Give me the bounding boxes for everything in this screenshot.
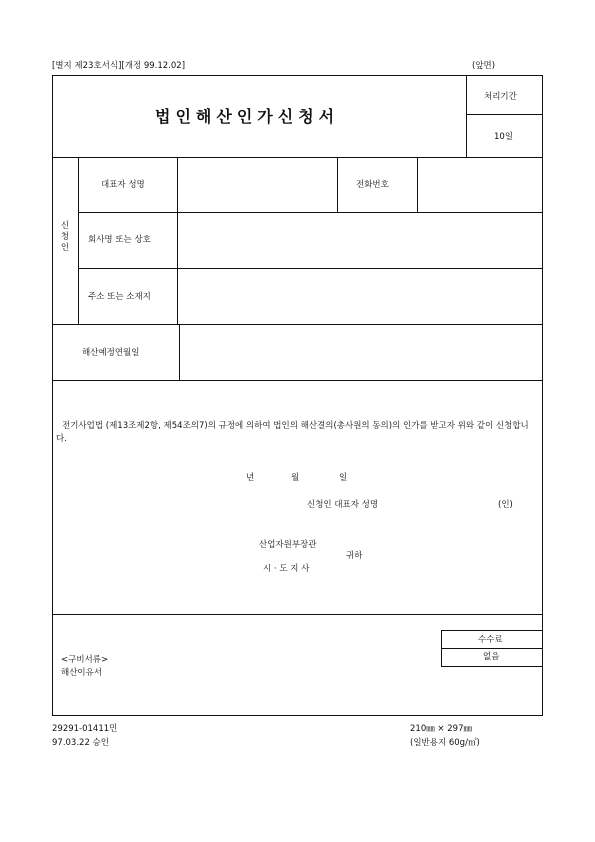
phone-label-right-divider [417, 157, 418, 212]
row-line-6 [52, 614, 543, 615]
form-frame [52, 75, 543, 716]
applicant-group-divider [78, 157, 79, 324]
row-line-4 [52, 324, 543, 325]
rep-name-label: 대표자 성명 [101, 180, 145, 190]
dissolution-date-divider [179, 324, 180, 380]
application-statement: 전기사업법 (제13조제2항, 제54조의7)의 규정에 의하여 법인의 해산결의(총사원의 동의)의 인가를 받고자 위와 같이 신청합니다. [56, 421, 529, 444]
phone-field[interactable] [423, 181, 537, 193]
phone-label: 전화번호 [356, 180, 389, 190]
recipient-governor: 시 · 도 지 사 [263, 564, 310, 574]
processing-divider [466, 114, 543, 115]
date-day-label: 일 [339, 473, 348, 483]
form-title: 법인해산인가신청서 [155, 107, 340, 126]
address-label: 주소 또는 소재지 [88, 292, 151, 302]
fee-label: 수수료 [478, 635, 503, 645]
date-month-label: 월 [291, 473, 300, 483]
fee-box-divider [441, 648, 543, 649]
fee-value: 없음 [483, 652, 500, 662]
company-label: 회사명 또는 상호 [88, 235, 151, 245]
processing-period-label: 처리기간 [484, 92, 517, 102]
date-year-label: 년 [246, 473, 255, 483]
row-line-2 [78, 212, 543, 213]
seal-label: (인) [498, 500, 513, 510]
attachment-item: 해산이유서 [61, 668, 103, 678]
paper-size: 210㎜ × 297㎜ [410, 724, 472, 734]
page-side-label: (앞면) [472, 61, 496, 71]
signer-label: 신청인 대표자 성명 [307, 500, 379, 510]
processing-period-value: 10일 [494, 132, 514, 142]
row-line-1 [52, 157, 543, 158]
company-field[interactable] [183, 236, 537, 248]
paper-type: (일반용지 60g/㎡) [410, 738, 480, 748]
form-reference: [별지 제23호서식][개정 99.12.02] [52, 61, 186, 71]
applicant-group-label: 신 청 인 [60, 221, 70, 253]
dissolution-date-field[interactable] [185, 349, 537, 361]
dissolution-date-label: 해산예정연월일 [82, 348, 140, 358]
addressee-suffix: 귀하 [346, 551, 363, 561]
row-line-3 [78, 268, 543, 269]
recipient-minister: 산업자원부장관 [259, 540, 317, 550]
label-column-divider [177, 157, 178, 324]
phone-label-left-divider [337, 157, 338, 212]
approval-date: 97.03.22 승인 [52, 738, 109, 748]
title-divider [466, 75, 467, 157]
rep-name-field[interactable] [183, 181, 331, 193]
form-number: 29291-01411민 [52, 724, 118, 734]
attachments-label: <구비서류> [61, 655, 109, 665]
row-line-5 [52, 380, 543, 381]
address-field[interactable] [183, 293, 537, 305]
